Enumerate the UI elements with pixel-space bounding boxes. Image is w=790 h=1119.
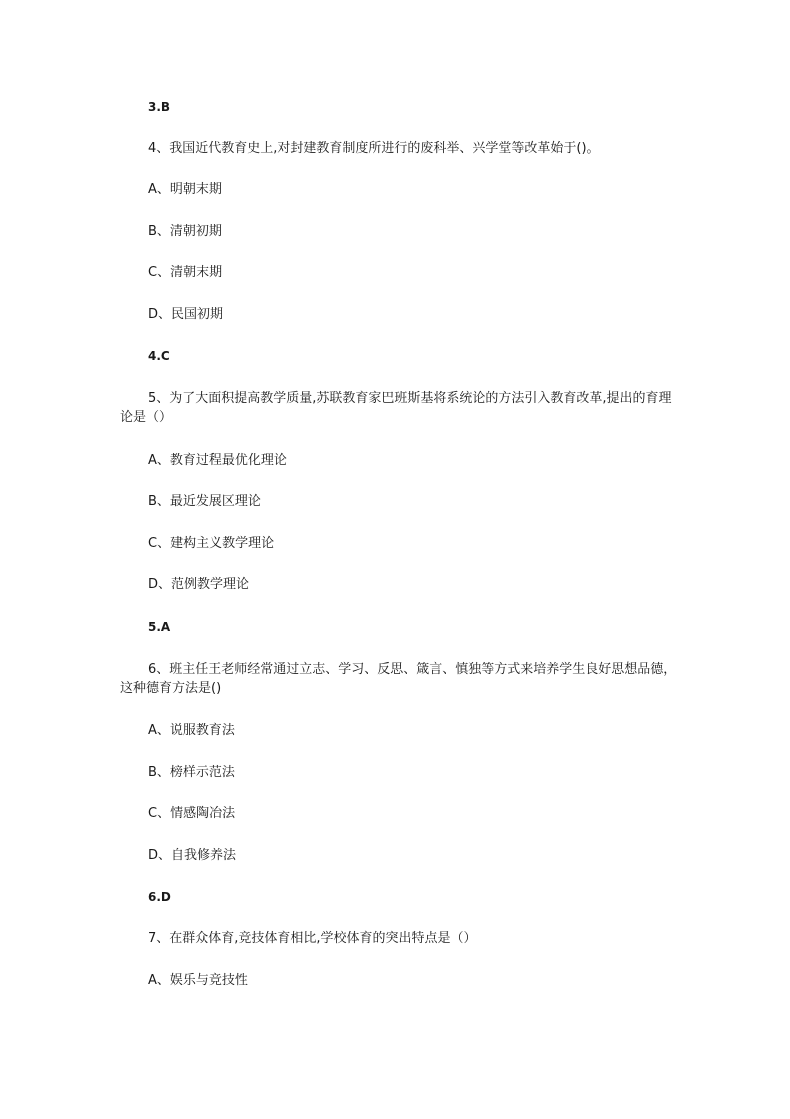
question-4-option-a: A、明朝末期: [148, 182, 222, 197]
answer-3: 3.B: [148, 100, 171, 114]
question-5-option-d: D、范例教学理论: [148, 577, 250, 592]
answer-5: 5.A: [148, 620, 171, 634]
question-4-stem: 4、我国近代教育史上,对封建教育制度所进行的废科举、兴学堂等改革始于()。: [148, 141, 600, 156]
question-4-option-b: B、清朝初期: [148, 224, 222, 239]
question-5-option-b: B、最近发展区理论: [148, 494, 261, 509]
question-6-option-a: A、说服教育法: [148, 723, 235, 738]
question-5-stem: 5、为了大面积提高教学质量,苏联教育家巴班斯基将系统论的方法引入教育改革,提出的育理论是（）: [120, 391, 672, 425]
question-6-option-b: B、榜样示范法: [148, 765, 235, 780]
answer-6: 6.D: [148, 890, 171, 904]
question-4-option-c: C、清朝末期: [148, 265, 223, 280]
question-4-option-d: D、民国初期: [148, 307, 224, 322]
question-6-option-d: D、自我修养法: [148, 848, 237, 863]
question-7-stem: 7、在群众体育,竞技体育相比,学校体育的突出特点是（）: [148, 931, 477, 946]
question-5-option-a: A、教育过程最优化理论: [148, 453, 287, 468]
question-5-option-c: C、建构主义教学理论: [148, 536, 275, 551]
question-7-option-a: A、娱乐与竞技性: [148, 973, 248, 988]
question-6-stem: 6、班主任王老师经常通过立志、学习、反思、箴言、慎独等方式来培养学生良好思想品德，这种德育方法是(): [120, 662, 677, 696]
question-6-option-c: C、情感陶冶法: [148, 806, 236, 821]
answer-4: 4.C: [148, 349, 170, 363]
